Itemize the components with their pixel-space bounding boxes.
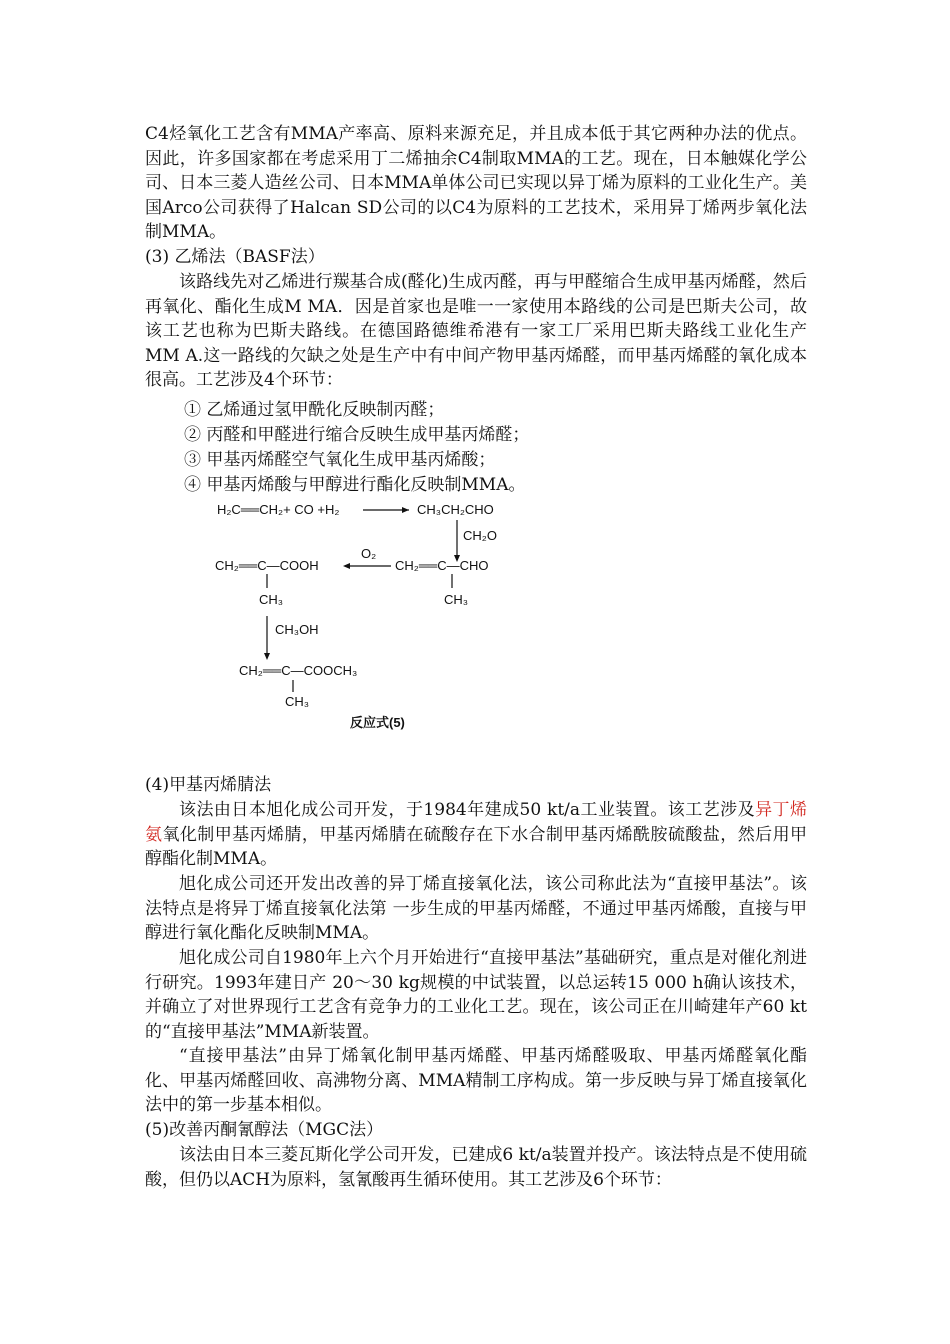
paragraph-process-steps: “直接甲基法”由异丁烯氧化制甲基丙烯醛、甲基丙烯醛吸取、甲基丙烯醛氧化酯化、甲基丙烯醛回收、高沸物分离、MMA精制工序构成。第一步反映与异丁烯直接氧化法中的第一步基本相似。 [145, 1046, 807, 1115]
arrow-head [402, 507, 409, 513]
heading-mgc-method: (5)改善丙酮氰醇法（MGC法） [145, 1120, 384, 1140]
text-segment: 该法由日本旭化成公司开发，于1984年建成50 kt/a工业装置。该工艺涉及 [179, 800, 756, 820]
step-4: ④ 甲基丙烯酸与甲醇进行酯化反映制MMA。 [184, 475, 526, 495]
scheme-methyl-b: CH₃ [444, 592, 469, 607]
paragraph-c4-oxidation: C4烃氧化工艺含有MMA产率高、原料来源充足，并且成本低于其它两种办法的优点。因此，许多国家都在考虑采用丁二烯抽余C4制取MMA的工艺。现在，日本触媒化学公司、日本三菱人造丝公司、日本MMA单体公司已实现以异丁烯为原料的工业化生产。美国Arco公司获得了Halcan SD公司的以C4为原料的工艺技术，采用异丁烯两步氧化法制MMA。 [145, 124, 807, 242]
heading-ethylene-method: (3) 乙烯法（BASF法） [145, 247, 325, 267]
step-1: ① 乙烯通过氢甲酰化反映制丙醛； [184, 400, 445, 420]
reagent-formaldehyde: CH₂O [463, 528, 497, 543]
paragraph-research-history: 旭化成公司自1980年上六个月开始进行“直接甲基法”基础研究，重点是对催化剂进行研究。1993年建日产 20～30 kg规模的中试装置，以总运转15 000 h确认该技术，并确立了对世界现行工艺含有竞争力的工业化工艺。现在，该公司正在川崎建年产60 kt的“直接甲基法”MMA新装置。 [145, 948, 807, 1042]
scheme-reactants: H₂C══CH₂+ CO +H₂ [217, 502, 340, 517]
scheme-methyl-c: CH₃ [285, 694, 310, 709]
scheme-mma: CH₂══C—COOCH₃ [239, 663, 358, 678]
reagent-methanol: CH₃OH [275, 622, 319, 637]
paragraph-asahi-method [145, 798, 807, 872]
scheme-caption: 反应式(5) [350, 715, 405, 730]
arrow-head [264, 653, 270, 660]
scheme-methacrylic-acid: CH₂══C—COOH [215, 558, 319, 573]
paragraph-mgc-method: 该法由日本三菱瓦斯化学公司开发，已建成6 kt/a装置并投产。该法特点是不使用硫酸，但仍以ACH为原料，氢氰酸再生循环使用。其工艺涉及6个环节： [145, 1145, 807, 1190]
arrow-head [343, 563, 350, 569]
highlighted-term: 异丁烯氨 [145, 800, 807, 845]
step-3: ③ 甲基丙烯醛空气氧化生成甲基丙烯酸； [184, 450, 496, 470]
text-segment: 氧化制甲基丙烯腈，甲基丙烯腈在硫酸存在下水合制甲基丙烯酰胺硫酸盐，然后用甲醇酯化制MMA。 [145, 824, 808, 869]
paragraph-basf-route: 该路线先对乙烯进行羰基合成(醛化)生成丙醛，再与甲醛缩合生成甲基丙烯醛，然后再氧化、酯化生成M MA．因是首家也是唯一一家使用本路线的公司是巴斯夫公司，故该工艺也称为巴斯夫路线。在德国路德维希港有一家工厂采用巴斯夫路线工业化生产MM A.这一路线的欠缺之处是生产中有中间产物甲基丙烯醛，而甲基丙烯醛的氧化成本很高。工艺涉及4个环节： [145, 272, 807, 390]
scheme-methyl-a: CH₃ [259, 592, 284, 607]
step-2: ② 丙醛和甲醛进行缩合反映生成甲基丙烯醛； [184, 425, 530, 445]
heading-methacrylonitrile-method: (4)甲基丙烯腈法 [145, 775, 272, 795]
scheme-methacrolein: CH₂══C—CHO [395, 558, 489, 573]
reagent-oxygen: O₂ [361, 546, 377, 561]
scheme-propanal: CH₃CH₂CHO [417, 502, 494, 517]
reaction-scheme-5 [195, 500, 535, 732]
paragraph-direct-methyl-method: 旭化成公司还开发出改善的异丁烯直接氧化法，该公司称此法为“直接甲基法”。该法特点是将异丁烯直接氧化法第 一步生成的甲基丙烯醛，不通过甲基丙烯酸，直接与甲醇进行氧化酯化反映制MMA。 [145, 874, 807, 943]
